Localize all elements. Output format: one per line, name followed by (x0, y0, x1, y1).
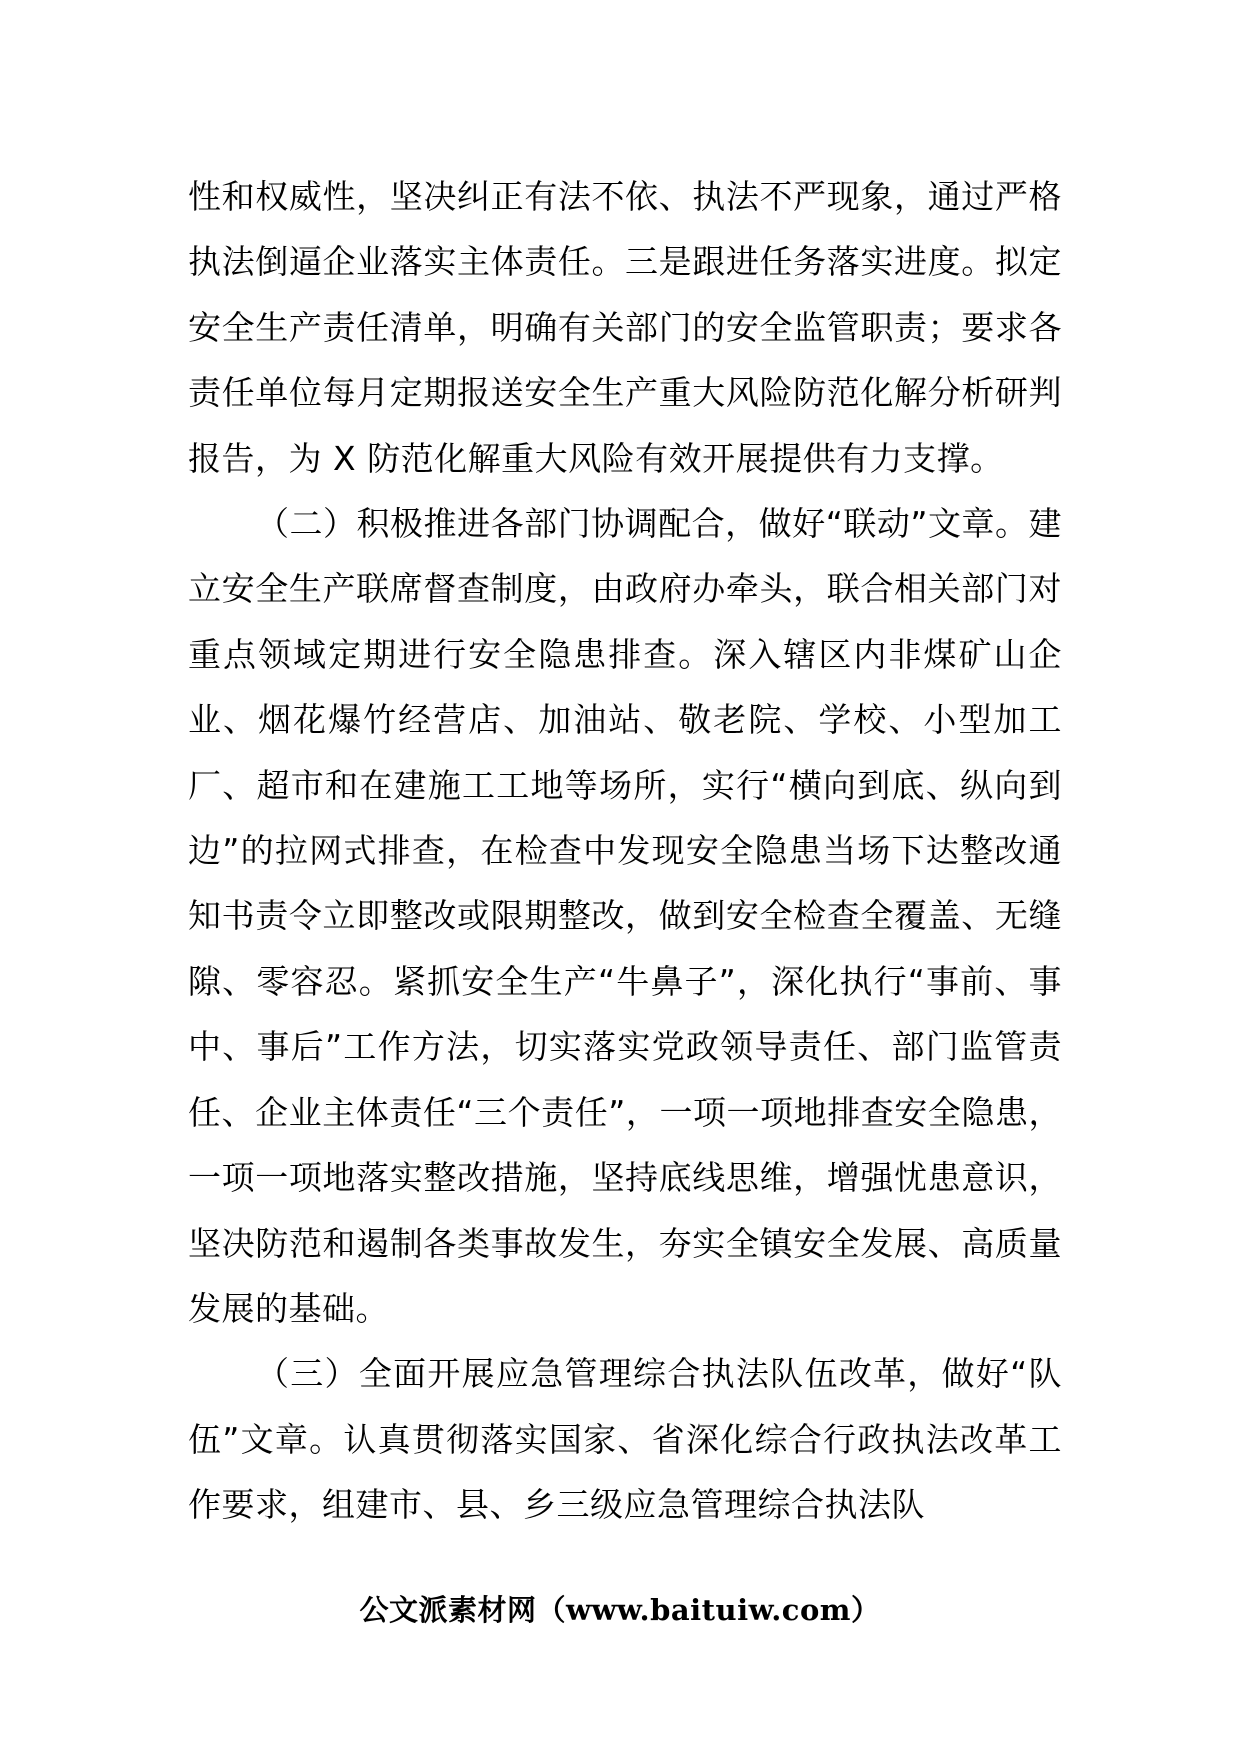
document-body (188, 164, 1062, 1538)
paragraph-section-two: （二）积极推进各部门协调配合，做好“联动”文章。建立安全生产联席督查制度，由政府办牵头，联合相关部门对重点领域定期进行安全隐患排查。深入辖区内非煤矿山企业、烟花爆竹经营店、加油站、敬老院、学校、小型加工厂、超市和在建施工工地等场所，实行“横向到底、纵向到边”的拉网式排查，在检查中发现安全隐患当场下达整改通知书责令立即整改或限期整改，做到安全检查全覆盖、无缝隙、零容忍。紧抓安全生产“牛鼻子”，深化执行“事前、事中、事后”工作方法，切实落实党政领导责任、部门监管责任、企业主体责任“三个责任”，一项一项地排查安全隐患，一项一项地落实整改措施，坚持底线思维，增强忧患意识，坚决防范和遏制各类事故发生，夯实全镇安全发展、高质量发展的基础。 (188, 504, 1062, 1328)
paragraph-continuation: 性和权威性，坚决纠正有法不依、执法不严现象，通过严格执法倒逼企业落实主体责任。三是跟进任务落实进度。拟定安全生产责任清单，明确有关部门的安全监管职责；要求各责任单位每月定期报送安全生产重大风险防范化解分析研判报告，为 X 防范化解重大风险有效开展提供有力支撑。 (188, 177, 1062, 478)
page-footer-watermark: 公文派素材网（www.baituiw.com） (359, 1593, 881, 1627)
paragraph-section-three: （三）全面开展应急管理综合执法队伍改革，做好“队伍”文章。认真贯彻落实国家、省深化综合行政执法改革工作要求，组建市、县、乡三级应急管理综合执法队 (188, 1354, 1062, 1525)
